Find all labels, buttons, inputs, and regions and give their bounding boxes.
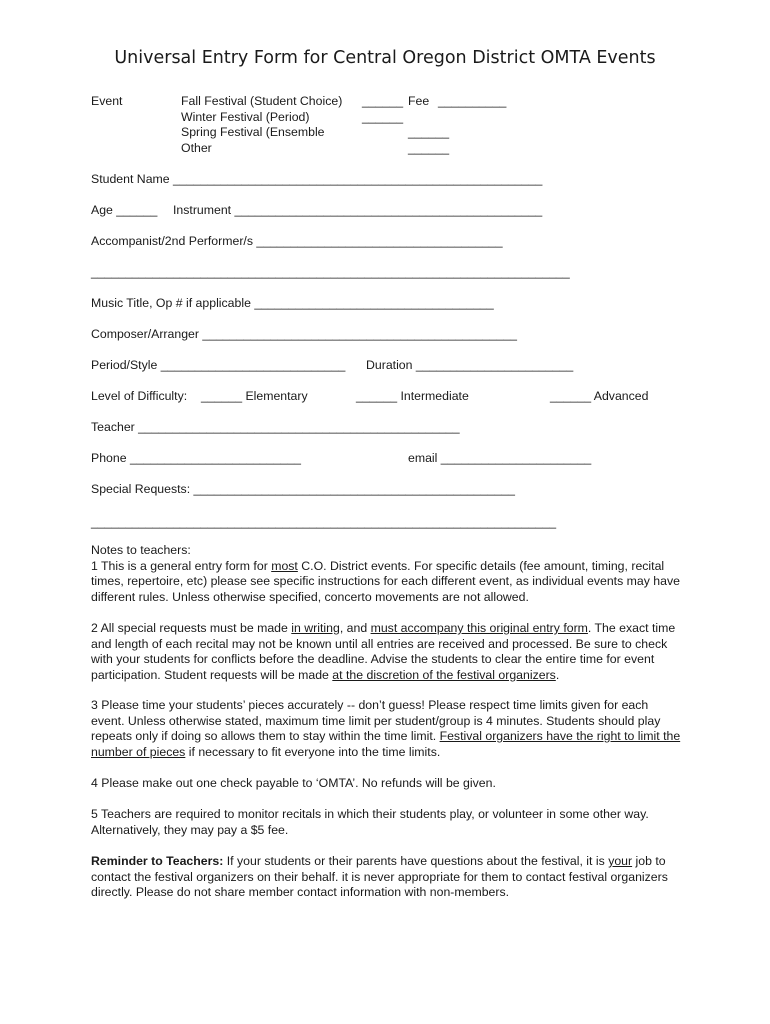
teacher-field[interactable]: Teacher _______________________________________________	[91, 420, 460, 434]
accompanist-line-2[interactable]: ______________________________________________________________________	[91, 265, 570, 279]
level-intermediate-option[interactable]: ______ Intermediate	[356, 389, 469, 403]
event-option-spring: Spring Festival (Ensemble	[181, 125, 325, 139]
fee-blank-2: ______	[408, 125, 450, 139]
event-option-other: Other	[181, 140, 212, 155]
event-option-fall: Fall Festival (Student Choice)	[181, 94, 343, 108]
level-label: Level of Difficulty:	[91, 389, 188, 403]
email-field[interactable]: email ______________________	[408, 451, 592, 465]
instrument-field[interactable]: Instrument _____________________________________________	[173, 203, 543, 217]
music-title-field[interactable]: Music Title, Op # if applicable ___________________________________	[91, 296, 494, 310]
phone-field[interactable]: Phone _________________________	[91, 451, 301, 465]
age-field[interactable]: Age ______	[91, 203, 158, 217]
page-title: Universal Entry Form for Central Oregon District OMTA Events	[114, 48, 656, 68]
fee-label: Fee	[408, 94, 430, 108]
special-requests-field[interactable]: Special Requests: _______________________________________________	[91, 482, 515, 496]
special-requests-line-2[interactable]: ____________________________________________________________________	[91, 515, 557, 529]
note-1: 1 This is a general entry form for most C.O. District events. For specific details (fee amount, timing, recital times, repertoire, etc) please see specific instructions for each different event, as individual events may have different rules. Unless otherwise specified, concerto movements are not allowed.	[91, 558, 680, 604]
period-style-field[interactable]: Period/Style ___________________________	[91, 358, 346, 372]
fee-blank-3: ______	[408, 140, 450, 155]
notes-heading: Notes to teachers:	[91, 543, 191, 557]
event-label: Event	[91, 94, 123, 108]
note-3: 3 Please time your students’ pieces accurately -- don’t guess! Please respect time limits given for each event. Unless otherwise stated, maximum time limit per student/group is 4 minutes. Students should play repeats only if doing so allows them to stay within the time limit. Festival organizers have the right to limit the number of pieces if necessary to fit everyone into the time limits.	[91, 698, 681, 759]
event-blank-1: ______	[362, 94, 404, 108]
level-elementary-option[interactable]: ______ Elementary	[201, 389, 308, 403]
note-4: 4 Please make out one check payable to ‘OMTA’. No refunds will be given.	[91, 776, 496, 790]
accompanist-field[interactable]: Accompanist/2nd Performer/s ____________________________________	[91, 234, 503, 248]
duration-field[interactable]: Duration _______________________	[366, 358, 574, 372]
composer-field[interactable]: Composer/Arranger ______________________________________________	[91, 327, 517, 341]
reminder-to-teachers: Reminder to Teachers: If your students or their parents have questions about the festival, it is your job to contact the festival organizers on their behalf. it is never appropriate for them to contact festival organizers directly. Please do not share member contact information with non-members.	[91, 854, 668, 900]
student-name-field[interactable]: Student Name ______________________________________________________	[91, 172, 543, 186]
fee-blank: __________	[438, 94, 507, 108]
level-advanced-option[interactable]: ______ Advanced	[550, 389, 649, 403]
notes-section	[91, 543, 683, 605]
event-blank-2: ______	[362, 109, 404, 124]
event-option-winter: Winter Festival (Period)	[181, 109, 310, 124]
note-5: 5 Teachers are required to monitor recitals in which their students play, or volunteer in some other way. Alternatively, they may pay a $5 fee.	[91, 807, 649, 837]
note-2: 2 All special requests must be made in writing, and must accompany this original entry form. The exact time and length of each recital may not be known until all entries are received and processed. Be sure to check with your students for conflicts before the deadline. Advise the students to clear the entire time for event participation. Student requests will be made at the discretion of the festival organizers.	[91, 621, 676, 682]
